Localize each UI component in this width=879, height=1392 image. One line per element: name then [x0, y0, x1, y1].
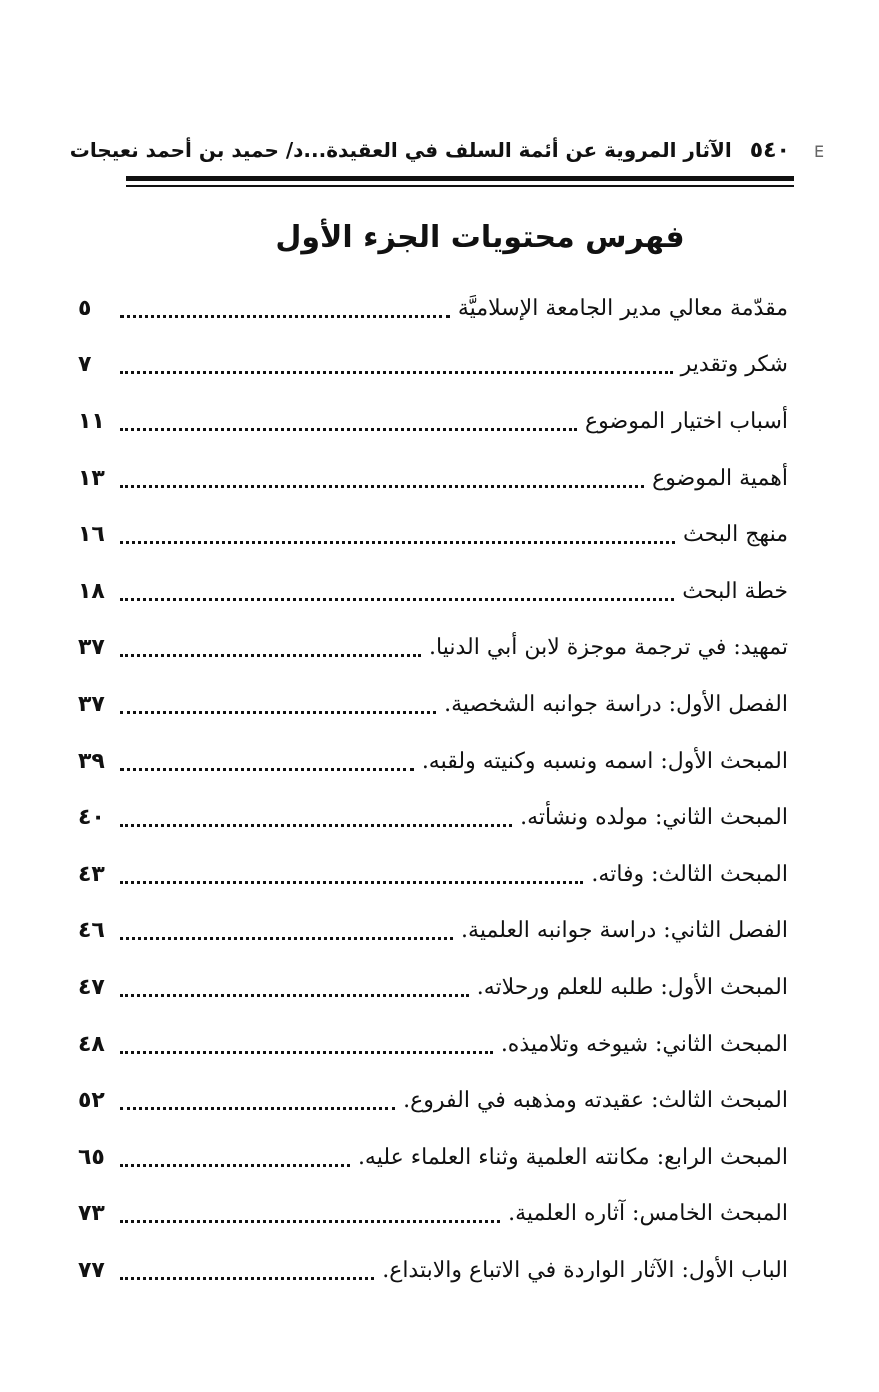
toc-entry	[78, 620, 788, 677]
toc-entry	[78, 1129, 788, 1186]
toc-entry	[78, 450, 788, 507]
page-header	[69, 130, 790, 170]
dot-leader	[120, 371, 673, 374]
toc-entry-page: ٤٠	[78, 805, 105, 831]
toc-entry-label: خطة البحث	[682, 578, 788, 604]
toc-entry-label: تمهيد: في ترجمة موجزة لابن أبي الدنيا.	[429, 635, 788, 661]
toc-entry	[78, 676, 788, 733]
toc-entry-label: منهج البحث	[682, 522, 788, 548]
toc-entry-page: ٤٨	[78, 1031, 105, 1057]
toc-entry-label: المبحث الأول: طلبه للعلم ورحلاته.	[476, 974, 788, 1000]
toc-entry	[78, 563, 788, 620]
toc-entry-label: أسباب اختيار الموضوع	[585, 408, 788, 434]
toc-entry-label: المبحث الأول: اسمه ونسبه وكنيته ولقبه.	[421, 748, 788, 774]
header-rule-thin	[126, 185, 794, 187]
toc-list	[78, 280, 788, 1299]
toc-entry-label: مقدّمة معالي مدير الجامعة الإسلاميَّة	[457, 295, 788, 321]
dot-leader	[120, 315, 450, 318]
toc-entry-page: ٣٩	[78, 748, 105, 774]
toc-entry-label: شكر وتقدير	[680, 352, 788, 378]
dot-leader	[120, 598, 674, 601]
toc-entry-label: الفصل الأول: دراسة جوانبه الشخصية.	[444, 691, 788, 717]
dot-leader	[120, 1277, 374, 1280]
toc-entry	[78, 789, 788, 846]
dot-leader	[120, 1164, 350, 1167]
toc-entry-page: ٤٣	[78, 861, 105, 887]
toc-entry-label: المبحث الثاني: مولده ونشأته.	[520, 805, 788, 831]
page-number: ٥٤٠	[749, 137, 790, 163]
toc-entry-page: ٦٥	[78, 1144, 105, 1170]
corner-mark: ⴹ	[814, 142, 825, 161]
dot-leader	[120, 1107, 395, 1110]
running-title: الآثار المروية عن أئمة السلف في العقيدة...د/ حميد بن أحمد نعيجات	[69, 138, 732, 162]
dot-leader	[120, 1051, 493, 1054]
toc-entry-label: الباب الأول: الآثار الواردة في الاتباع والابتداع.	[382, 1257, 788, 1283]
toc-entry-label: المبحث الثالث: وفاته.	[591, 861, 788, 887]
toc-entry	[78, 506, 788, 563]
toc-entry-page: ٣٧	[78, 635, 105, 661]
dot-leader	[120, 711, 436, 714]
toc-entry-page: ١٣	[78, 465, 105, 491]
dot-leader	[120, 485, 644, 488]
toc-entry	[78, 393, 788, 450]
dot-leader	[120, 1220, 500, 1223]
toc-entry	[78, 1072, 788, 1129]
toc-entry	[78, 337, 788, 394]
toc-entry	[78, 733, 788, 790]
toc-entry-page: ٥	[78, 295, 92, 321]
toc-entry	[78, 280, 788, 337]
dot-leader	[120, 654, 421, 657]
toc-entry	[78, 1186, 788, 1243]
toc-entry-page: ٧	[78, 352, 92, 378]
header-rule-thick	[126, 176, 794, 181]
toc-entry-page: ٣٧	[78, 691, 105, 717]
toc-entry-label: المبحث الرابع: مكانته العلمية وثناء العلماء عليه.	[357, 1144, 788, 1170]
toc-title: فهرس محتويات الجزء الأول	[275, 220, 685, 255]
dot-leader	[120, 994, 469, 997]
toc-entry-label: أهمية الموضوع	[652, 465, 788, 491]
toc-entry-page: ٤٧	[78, 974, 105, 1000]
toc-entry	[78, 1016, 788, 1073]
toc-entry-label: المبحث الخامس: آثاره العلمية.	[508, 1201, 788, 1227]
toc-entry-page: ٧٣	[78, 1201, 105, 1227]
toc-entry	[78, 846, 788, 903]
dot-leader	[120, 541, 675, 544]
toc-entry-label: المبحث الثالث: عقيدته ومذهبه في الفروع.	[403, 1088, 788, 1114]
toc-entry	[78, 959, 788, 1016]
toc-entry-label: الفصل الثاني: دراسة جوانبه العلمية.	[461, 918, 788, 944]
toc-entry-page: ١١	[78, 408, 105, 434]
dot-leader	[120, 881, 583, 884]
dot-leader	[120, 824, 512, 827]
toc-entry-page: ٥٢	[78, 1088, 105, 1114]
toc-entry-label: المبحث الثاني: شيوخه وتلاميذه.	[500, 1031, 788, 1057]
toc-entry	[78, 903, 788, 960]
dot-leader	[120, 428, 577, 431]
dot-leader	[120, 768, 414, 771]
dot-leader	[120, 937, 453, 940]
toc-entry-page: ١٦	[78, 522, 105, 548]
toc-entry	[78, 1242, 788, 1299]
toc-entry-page: ٧٧	[78, 1257, 105, 1283]
toc-entry-page: ١٨	[78, 578, 105, 604]
toc-entry-page: ٤٦	[78, 918, 105, 944]
